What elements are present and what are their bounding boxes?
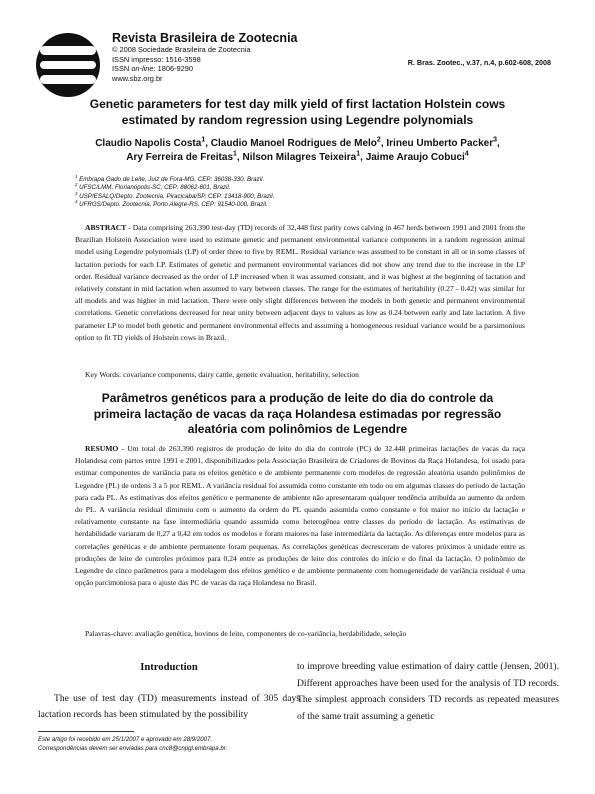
author-list: Claudio Napolis Costa$^1$, Claudio Manoel Rodrigues de Melo$^2$, Irineu Umberto Packer$^3$, Ary Ferreira de Freitas$^1$, Nilson Milagres Teixeira$^1$, Jaime Araujo Cobuci$^4$ bbox=[95, 136, 500, 163]
body-left-column bbox=[38, 660, 300, 724]
affiliation-4: $^4$ UFRGS/Depto. Zootecnia, Porto Alegre-RS, CEP: 91540-000, Brazil. bbox=[75, 199, 268, 209]
abstract-en: ABSTRACT - Data comprising 263,390 test-day (TD) records of 32,448 first parity cows calving in 467 herds between 1991 and 2001 from the Brazilian Holstein Association were used to estimate genetic and permanent environmental variance components in a random regression animal model using Legendre polynomials (LP) of order three to five by REML. Residual variance was assumed to be constant in all or in some classes of lactation periods for each LP. Estimates of genetic and permanent environmental variances did not show any trend due to the increase in the LP order. Residual variance decreased as the order of LP increased when it was assumed constant, and it was highest at the beginning of lactation and relatively constant in mid lactation when assumed to vary between classes. The range for the estimates of heritability (0.27 - 0.42) was similar for all models and was higher in mid lactation. There were only slight differences between the models in both genetic and permanent environmental correlations. Genetic correlations decreased for near unity between adjacent days to values as low as 0.24 between early and late lactation. A five parameter LP to model both genetic and permanent environmental effects and assuming a homogeneous residual variance would be a parsimonious option to fit TD yields of Holstein cows in Brazil. bbox=[75, 223, 525, 342]
sbz-logo bbox=[32, 31, 104, 99]
website-link[interactable]: www.sbz.org.br bbox=[112, 73, 163, 83]
journal-name: Revista Brasileira de Zootecnia bbox=[112, 31, 298, 45]
affiliation-3: $^3$ USP/ESALQ/Depto. Zootecnia, Piracicaba/SP, CEP: 13418-900, Brazil. bbox=[75, 190, 275, 200]
issn-online: ISSN on-line: 1806-9290 bbox=[112, 64, 193, 74]
keywords-en: Key Words: covariance components, dairy cattle, genetic evaluation, heritability, selection bbox=[85, 370, 359, 379]
footnote-divider bbox=[38, 731, 134, 732]
body-right-column bbox=[297, 659, 559, 725]
keywords-pt: Palavras-chave: avaliação genética, bovinos de leite, componentes de co-variância, herdabilidade, seleção bbox=[85, 629, 407, 638]
affiliation-2: $^2$ UFSC/LMM, Florianópolis-SC, CEP: 88062-601, Brazil. bbox=[75, 182, 231, 192]
affiliations bbox=[75, 173, 275, 210]
article-title-en: Genetic parameters for test day milk yield of first lactation Holstein cows estimated by random regression using Legendre polynomials bbox=[89, 97, 506, 127]
copyright: © 2008 Sociedade Brasileira de Zootecnia bbox=[112, 45, 251, 54]
abstract-pt: RESUMO - Um total de 263.390 registros de produção de leite do dia do controle (PC) de 32.448 primeiras lactações de vacas da raça Holandesa com partos entre 1991 e 2001, disponibilizados pela Associação Brasileira de Criadores de Bovinos da Raça Holandesa, foi usado para estimar componentes de variância para os efeitos genético e de ambiente permanente com modelos de regressão aleatória usando polinômios de Legendre (PL) de ordens 3 a 5 por REML. A variância residual foi assumida como constante em todo ou em algumas classes do período de lactação para cada PL. As estimativas dos efeitos genético e permanente de ambiente não apresentaram qualquer tendência atribuída ao aumento da ordem do PL. A variância residual diminuiu com o aumento da ordem do PL quando assumida como constante e foi maior no início da lactação e relativamente constante na fase intermediária quando assumida como heterogênea entre classes do período de lactação. As estimativas de herdabilidade variaram de 0,27 a 0,42 em todos os modelos e foram maiores na fase intermediária da lactação. As diferenças entre modelos para as correlações genéticas e de ambiente permanente foram pequenas. As correlações genéticas decresceram de valores próximos à unidade entre as produções de leite de controles próximos para 0,24 entre as produções de leite dos controles do início e do final da lactação. O polinômio de Legendre de cinco parâmetros para a modelagem dos efeitos genético e de ambiente permanente com homogeneidade de variância residual é uma opção parcimoniosa para o ajuste das PC de vacas da raça Holandesa no Brasil. bbox=[75, 444, 525, 588]
correspondence-note: Correspondências devem ser enviadas para cnc8@cnpgl.embrapa.br. bbox=[38, 745, 228, 752]
intro-paragraph-continued: to improve breeding value estimation of dairy cattle (Jensen, 2001). Different approaches have been used for the analysis of TD records. The simplest approach considers TD records as repeated measures of the same trait assuming a genetic bbox=[297, 661, 559, 722]
intro-paragraph: The use of test day (TD) measurements instead of 305 days lactation records has been stimulated by the possibility bbox=[38, 692, 300, 720]
citation: R. Bras. Zootec., v.37, n.4, p.602-608, 2008 bbox=[407, 58, 551, 67]
footnotes bbox=[38, 735, 227, 753]
article-title-pt: Parâmetros genéticos para a produção de leite do dia do controle da primeira lactação de vacas da raça Holandesa estimadas por regressão aleatória com polinômios de Legendre bbox=[93, 391, 502, 436]
section-heading-introduction: Introduction bbox=[140, 662, 198, 673]
journal-info bbox=[112, 31, 298, 83]
received-note: Este artigo foi recebido em 25/1/2007 e aprovado em 28/9/2007. bbox=[38, 736, 213, 743]
issn-print: ISSN impresso: 1516-3598 bbox=[112, 54, 201, 64]
affiliation-1: $^1$ Embrapa Gado de Leite, Juiz de Fora-MG, CEP: 36038-330, Brazil. bbox=[75, 173, 265, 183]
